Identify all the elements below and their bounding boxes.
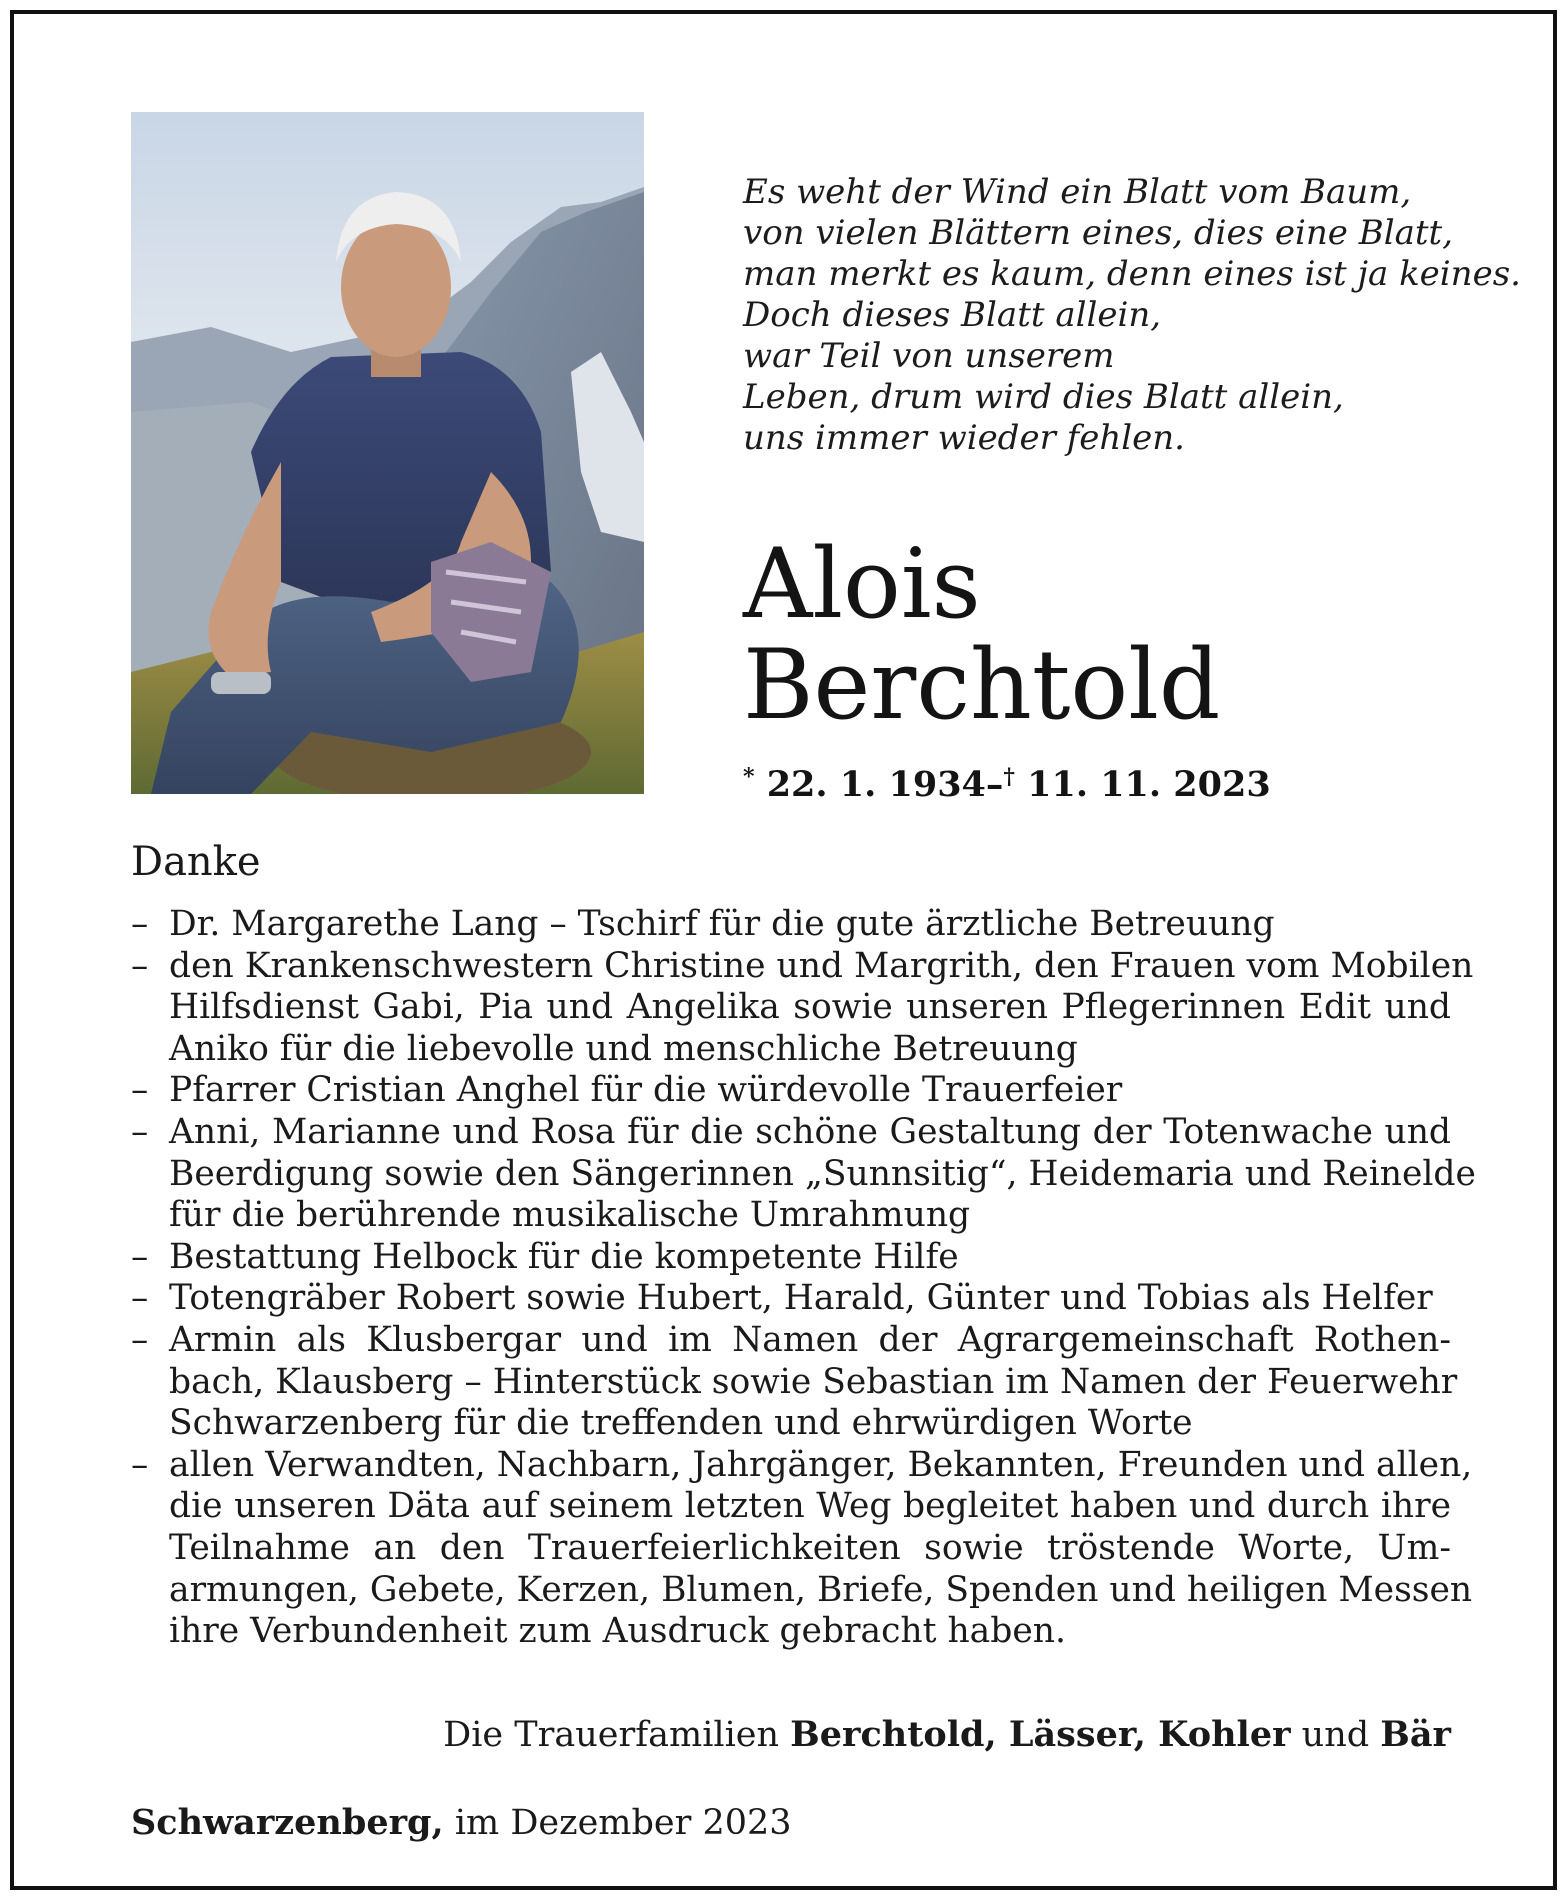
thanks-item-line: ihre Verbundenheit zum Ausdruck gebracht haben. <box>169 1611 1066 1652</box>
thanks-item-line: Totengräber Robert sowie Hubert, Harald, Günter und Tobias als Helfer <box>169 1278 1433 1319</box>
thanks-item-line: für die berührende musikalische Umrahmung <box>169 1195 971 1236</box>
deceased-name <box>743 528 1221 741</box>
thanks-item-line: Dr. Margarethe Lang – Tschirf für die gute ärztliche Betreuung <box>169 904 1275 944</box>
list-dash: – <box>131 1070 149 1111</box>
thanks-item-line: Schwarzenberg für die treffenden und ehrwürdigen Worte <box>169 1403 1193 1444</box>
thanks-item-line: bach, Klausberg – Hinterstück sowie Sebastian im Namen der Feuerwehr <box>169 1361 1458 1402</box>
thanks-item-line: Anni, Marianne und Rosa für die schöne Gestaltung der Totenwache und <box>169 1111 1451 1152</box>
signature-last-family: Bär <box>1380 1714 1451 1755</box>
poem-line: Doch dieses Blatt allein, <box>743 295 1162 335</box>
thanks-item-line: Hilfsdienst Gabi, Pia und Angelika sowie unseren Pflegerinnen Edit und <box>169 987 1451 1028</box>
death-date: 11. 11. 2023 <box>1027 764 1271 805</box>
list-dash: – <box>131 1319 149 1360</box>
last-name: Berchtold <box>743 629 1221 741</box>
thanks-item <box>131 1278 1451 1320</box>
poem <box>743 172 1521 459</box>
place: Schwarzenberg, <box>131 1802 444 1843</box>
poem-line: man merkt es kaum, denn eines ist ja keines. <box>743 254 1521 294</box>
birth-date: 22. 1. 1934 <box>766 764 986 805</box>
list-dash: – <box>131 945 149 986</box>
signature-families: Berchtold, Lässer, Kohler <box>790 1714 1291 1755</box>
thanks-item <box>131 1444 1473 1653</box>
thanks-heading: Danke <box>131 839 261 885</box>
life-dates <box>743 764 1271 805</box>
thanks-item-line: allen Verwandten, Nachbarn, Jahrgänger, Bekannten, Freunden und allen, <box>169 1444 1473 1485</box>
thanks-item-line: Aniko für die liebevolle und menschliche Betreuung <box>169 1028 1078 1069</box>
thanks-item <box>131 1237 1451 1279</box>
signature <box>131 1714 1451 1755</box>
thanks-item <box>131 1319 1458 1445</box>
death-symbol: † <box>1003 764 1015 790</box>
thanks-item-line: Beerdigung sowie den Sängerinnen „Sunnsitig“, Heidemaria und Reinelde <box>169 1153 1476 1194</box>
thanks-item <box>131 1070 1451 1112</box>
poem-line: war Teil von unserem <box>743 336 1115 376</box>
first-name: Alois <box>743 528 981 640</box>
signature-connector: und <box>1290 1715 1381 1755</box>
thanks-item-line: Armin als Klusbergar und im Namen der Agrargemeinschaft Rothen- <box>169 1319 1451 1360</box>
birth-symbol: * <box>743 764 755 790</box>
portrait-photo <box>131 112 644 794</box>
list-dash: – <box>131 1111 149 1152</box>
date: im Dezember 2023 <box>443 1803 792 1843</box>
thanks-item-line: die unseren Däta auf seinem letzten Weg begleitet haben und durch ihre <box>169 1486 1451 1527</box>
thanks-item-line: Teilnahme an den Trauerfeierlichkeiten sowie tröstende Worte, Um- <box>169 1527 1451 1568</box>
list-dash: – <box>131 1236 149 1277</box>
list-dash: – <box>131 1444 149 1485</box>
place-date <box>131 1802 792 1843</box>
poem-line: uns immer wieder fehlen. <box>743 418 1185 458</box>
portrait-photo-image <box>131 112 644 794</box>
signature-prefix: Die Trauerfamilien <box>443 1715 791 1755</box>
thanks-list <box>131 904 1476 1653</box>
poem-line: Leben, drum wird dies Blatt allein, <box>743 377 1344 417</box>
thanks-item-line: Bestattung Helbock für die kompetente Hilfe <box>169 1236 959 1277</box>
thanks-item <box>131 1111 1476 1237</box>
obituary-card <box>10 10 1557 1890</box>
thanks-item-line: armungen, Gebete, Kerzen, Blumen, Briefe, Spenden und heiligen Messen <box>169 1569 1473 1610</box>
poem-line: Es weht der Wind ein Blatt vom Baum, <box>743 172 1412 212</box>
thanks-item-line: Pfarrer Cristian Anghel für die würdevolle Trauerfeier <box>169 1070 1123 1111</box>
thanks-item <box>131 945 1474 1071</box>
poem-line: von vielen Blättern eines, dies eine Blatt, <box>743 213 1453 253</box>
list-dash: – <box>131 904 149 944</box>
date-separator: – <box>985 764 1004 805</box>
list-dash: – <box>131 1278 149 1319</box>
thanks-item-line: den Krankenschwestern Christine und Margrith, den Frauen vom Mobilen <box>169 945 1474 986</box>
thanks-item <box>131 904 1451 946</box>
